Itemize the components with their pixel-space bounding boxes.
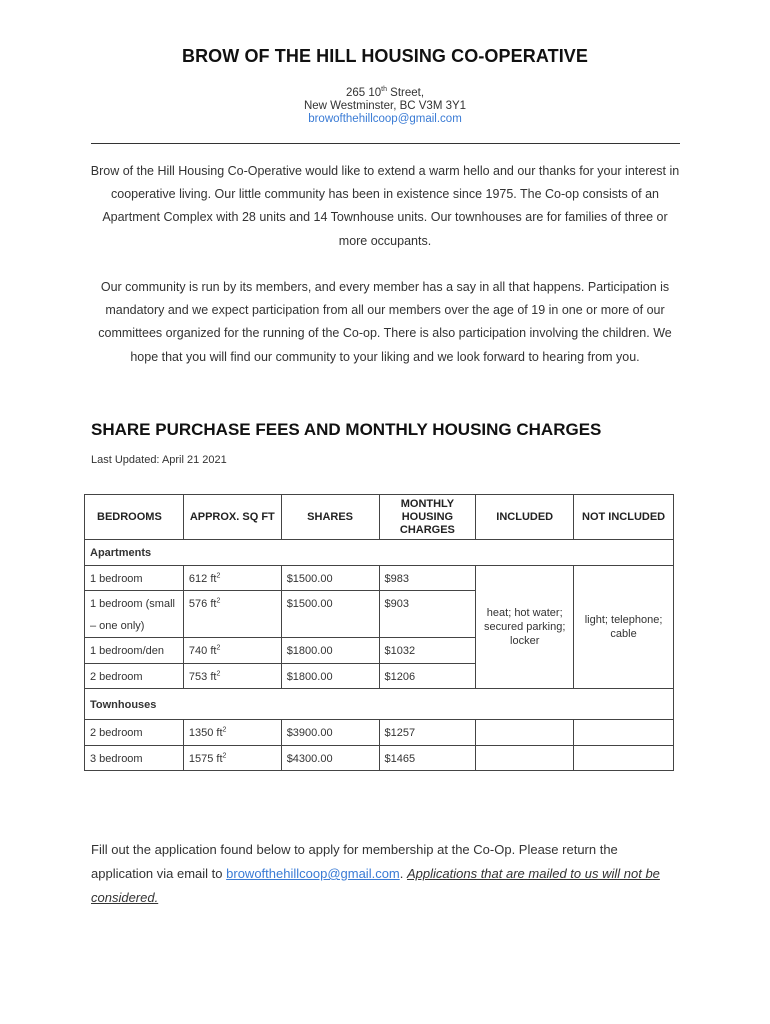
intro-paragraph-1: Brow of the Hill Housing Co-Operative would like to extend a warm hello and our thanks for your interest in cooperative living. Our little community has been in existence since 1975. The Co-op consists of an Apartment Complex with 28 units and 14 Townhouse units. Our townhouses are for families of three or more occupants. [90, 164, 680, 248]
fees-table [84, 494, 674, 771]
mail-warning: Applications that are mailed to us will not be considered. [91, 866, 660, 905]
not-included-cell-empty [574, 720, 674, 746]
group-label-apartments: Apartments [85, 540, 674, 566]
sqft-unit-sup: 2 [216, 669, 221, 677]
header-monthly: MONTHLY HOUSING CHARGES [379, 495, 476, 540]
table-row [85, 720, 674, 746]
closing-email-link[interactable]: browofthehillcoop@gmail.com [226, 866, 400, 881]
monthly-cell: $1032 [379, 638, 476, 664]
header-bedrooms: BEDROOMS [85, 495, 184, 540]
header-sqft: APPROX. SQ FT [183, 495, 281, 540]
bedrooms-cell: 1 bedroom (small – one only) [85, 591, 184, 638]
shares-cell: $1500.00 [281, 565, 379, 591]
closing-paragraph [91, 838, 681, 910]
sqft-cell [183, 638, 281, 664]
not-included-cell-empty [574, 745, 674, 771]
shares-cell: $1800.00 [281, 663, 379, 689]
sqft-value: 1575 ft [188, 752, 223, 765]
monthly-cell: $903 [379, 591, 476, 638]
header-not-included: NOT INCLUDED [574, 495, 674, 540]
page-title: BROW OF THE HILL HOUSING CO-OPERATIVE [181, 46, 589, 66]
address-ordinal: th [381, 86, 387, 93]
sqft-cell [183, 745, 281, 771]
sqft-unit-sup: 2 [216, 644, 221, 652]
address-street-line [0, 86, 770, 99]
monthly-cell: $1465 [379, 745, 476, 771]
monthly-cell: $1257 [379, 720, 476, 746]
group-label-townhouses: Townhouses [85, 689, 674, 720]
table-row [85, 565, 674, 591]
sqft-cell [183, 591, 281, 638]
sqft-value: 612 ft [188, 572, 217, 585]
closing-period: . [399, 866, 407, 881]
intro-paragraph-2: Our community is run by its members, and every member has a say in all that happens. Participation is mandatory and we expect participation from all our members over the age of 19 in one or more of our committees organized for the running of the Co-op. There is also participation involving the children. We hope that you will find our community to your liking and we look forward to hearing from you. [98, 280, 672, 364]
group-row-townhouses [85, 689, 674, 720]
group-row-apartments [85, 540, 674, 566]
address-number: 265 10 [345, 86, 382, 99]
bedrooms-cell: 2 bedroom [85, 720, 184, 746]
sqft-cell [183, 565, 281, 591]
header-included: INCLUDED [476, 495, 574, 540]
address-street: Street, [386, 86, 425, 99]
sqft-cell [183, 663, 281, 689]
sqft-value: 753 ft [188, 670, 217, 683]
monthly-cell: $1206 [379, 663, 476, 689]
sqft-unit-sup: 2 [216, 597, 221, 605]
fees-section-title: SHARE PURCHASE FEES AND MONTHLY HOUSING CHARGES [91, 420, 602, 439]
closing-text: Fill out the application found below to apply for membership at the Co-Op. Please return the application via email to [91, 842, 618, 881]
bedrooms-cell: 3 bedroom [85, 745, 184, 771]
included-cell-empty [476, 745, 574, 771]
shares-cell: $3900.00 [281, 720, 379, 746]
apartments-not-included-cell: light; telephone; cable [574, 565, 674, 689]
shares-cell: $4300.00 [281, 745, 379, 771]
bedrooms-cell: 1 bedroom/den [85, 638, 184, 664]
bedrooms-cell: 1 bedroom [85, 565, 184, 591]
shares-cell: $1500.00 [281, 591, 379, 638]
sqft-value: 1350 ft [188, 727, 223, 739]
sqft-cell [183, 720, 281, 746]
table-row [85, 745, 674, 771]
monthly-cell: $983 [379, 565, 476, 591]
sqft-unit-sup: 2 [222, 751, 227, 759]
sqft-value: 576 ft [188, 598, 217, 610]
included-cell-empty [476, 720, 574, 746]
sqft-value: 740 ft [188, 645, 217, 657]
header-divider [91, 143, 680, 144]
bedrooms-cell: 2 bedroom [85, 663, 184, 689]
shares-cell: $1800.00 [281, 638, 379, 664]
sqft-unit-sup: 2 [222, 726, 227, 734]
sqft-unit-sup: 2 [216, 571, 221, 579]
address-city: New Westminster, BC V3M 3Y1 [303, 100, 467, 112]
apartments-included-cell: heat; hot water; secured parking; locker [476, 565, 574, 689]
table-header-row [85, 495, 674, 540]
last-updated-date: Last Updated: April 21 2021 [91, 454, 227, 466]
header-email-link[interactable]: browofthehillcoop@gmail.com [308, 113, 462, 125]
header-shares: SHARES [281, 495, 379, 540]
